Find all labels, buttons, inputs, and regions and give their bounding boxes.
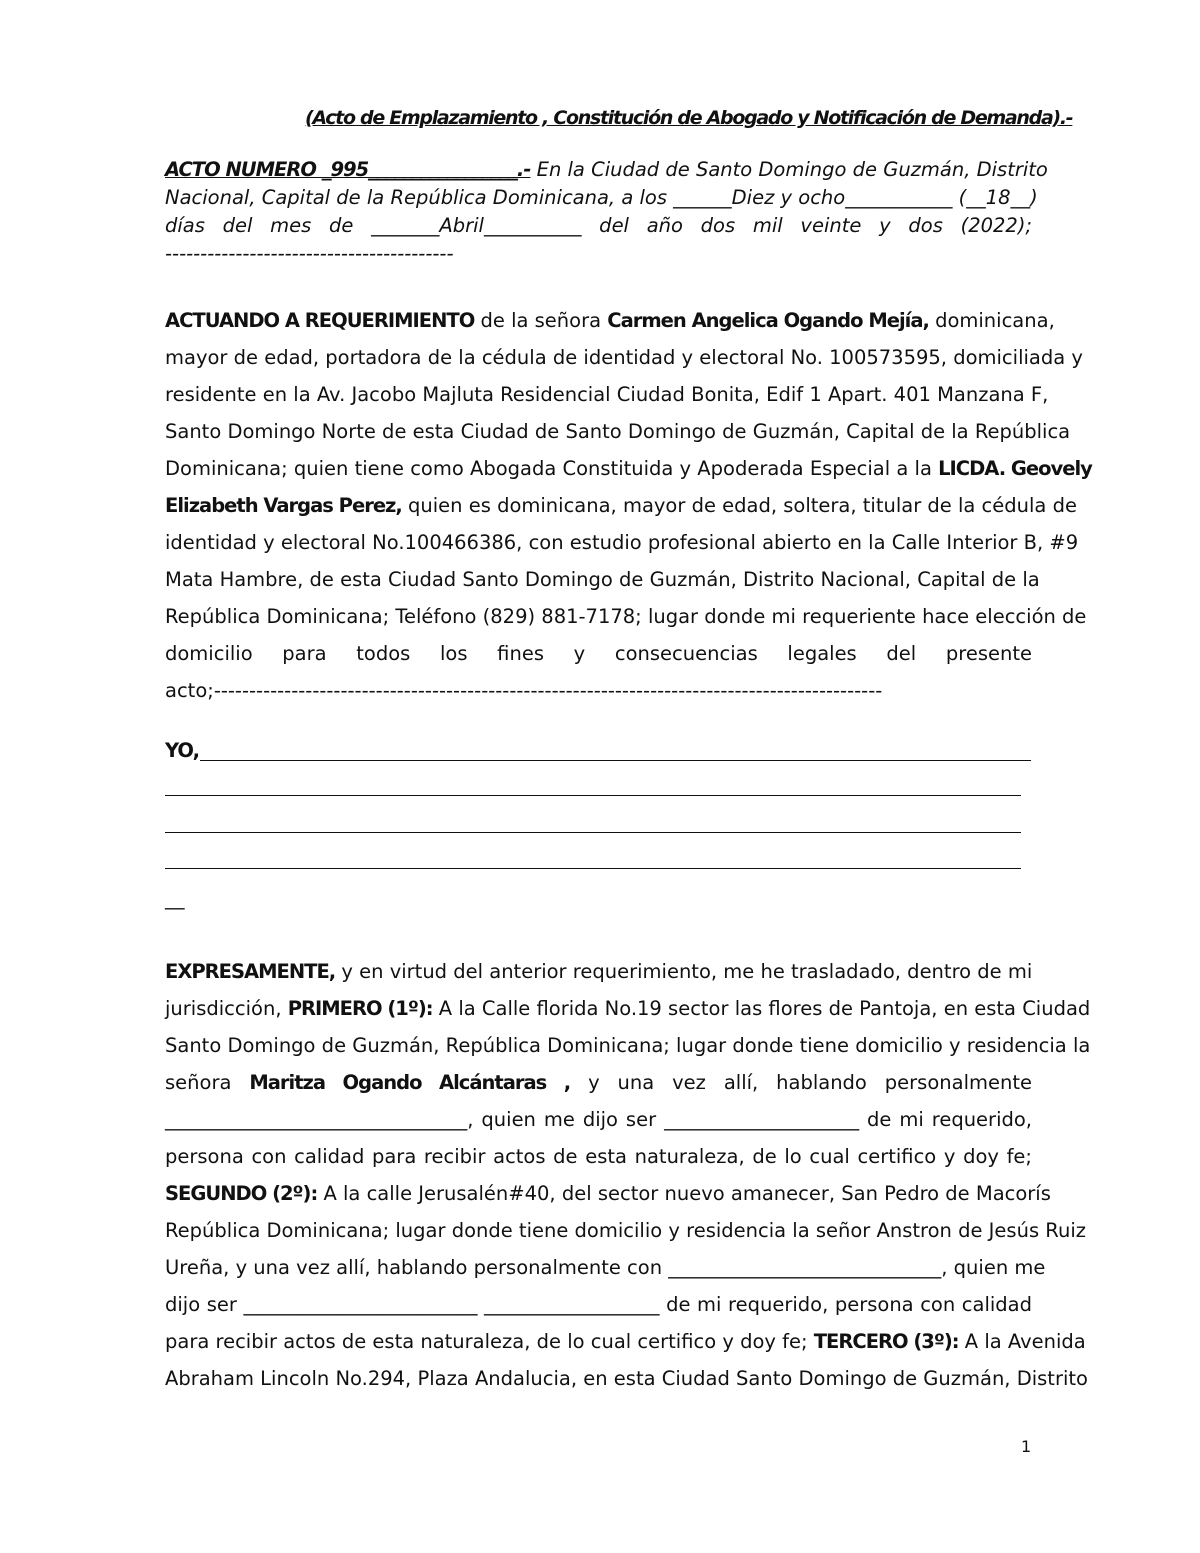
yo-blank-line-3 (165, 832, 1021, 833)
actuando-line-10: domicilio para todos los fines y consecuencias legales del presente (165, 642, 1032, 665)
yo-blank-line-2 (165, 795, 1021, 796)
expresamente-line-6: persona con calidad para recibir actos de esta naturaleza, de lo cual certifico y doy fe; (165, 1145, 1032, 1168)
expresamente-line-11: para recibir actos de esta naturaleza, de lo cual certifico y doy fe; TERCERO (3º): A la Avenida (165, 1330, 1086, 1353)
expresamente-line-3: Santo Domingo de Guzmán, República Dominicana; lugar donde tiene domicilio y residencia la (165, 1034, 1091, 1057)
document-title: (Acto de Emplazamiento , Constitución de Abogado y Notificación de Demanda).- (305, 107, 1073, 129)
actuando-line-7: identidad y electoral No.100466386, con estudio profesional abierto en la Calle Interior B, #9 (165, 531, 1079, 554)
actuando-line-1: ACTUANDO A REQUERIMIENTO de la señora Carmen Angelica Ogando Mejía, dominicana, (165, 309, 1055, 332)
expresamente-line-8: República Dominicana; lugar donde tiene domicilio y residencia la señor Anstron de Jesús Ruiz (165, 1219, 1086, 1242)
expresamente-line-7: SEGUNDO (2º): A la calle Jerusalén#40, del sector nuevo amanecer, San Pedro de Macorís (165, 1182, 1051, 1205)
page-number: 1 (1021, 1437, 1032, 1456)
expresamente-line-9: Ureña, y una vez allí, hablando personalmente con ____________________________, quien me (165, 1256, 1046, 1279)
actuando-line-5: Dominicana; quien tiene como Abogada Constituida y Apoderada Especial a la LICDA. Geovely (165, 457, 1092, 480)
actuando-line-11: acto;----------------------------------------------------------------------------------------------- (165, 679, 883, 702)
expresamente-line-1: EXPRESAMENTE, y en virtud del anterior requerimiento, me he trasladado, dentro de mi (165, 960, 1033, 983)
acto-line-1: ACTO NUMERO _995_________________.- En la Ciudad de Santo Domingo de Guzmán, Distrito (165, 158, 1048, 181)
acto-paragraph (165, 156, 1048, 268)
actuando-line-3: residente en la Av. Jacobo Majluta Residencial Ciudad Bonita, Edif 1 Apart. 401 Manzana F, (165, 383, 1049, 406)
expresamente-paragraph (165, 953, 1091, 1397)
actuando-paragraph (165, 302, 1092, 709)
actuando-line-9: República Dominicana; Teléfono (829) 881-7178; lugar donde mi requeriente hace elección de (165, 605, 1087, 628)
acto-line-4: ----------------------------------------- (165, 242, 454, 265)
actuando-line-6: Elizabeth Vargas Perez, quien es dominicana, mayor de edad, soltera, titular de la cédula de (165, 494, 1077, 517)
acto-line-2: Nacional, Capital de la República Dominicana, a los ______Diez y ocho___________ (__18__) (165, 186, 1038, 209)
yo-tail: __ (165, 887, 185, 910)
expresamente-line-4: señora Maritza Ogando Alcántaras , y una vez allí, hablando personalmente (165, 1071, 1032, 1094)
expresamente-line-12: Abraham Lincoln No.294, Plaza Andalucia, en esta Ciudad Santo Domingo de Guzmán, Distrito (165, 1367, 1088, 1390)
yo-blank-line-4 (165, 868, 1021, 869)
acto-line-3: días del mes de _______Abril__________ del año dos mil veinte y dos (2022); (165, 214, 1032, 237)
actuando-line-4: Santo Domingo Norte de esta Ciudad de Santo Domingo de Guzmán, Capital de la República (165, 420, 1071, 443)
yo-label: YO, (165, 739, 199, 762)
expresamente-line-2: jurisdicción, PRIMERO (1º): A la Calle florida No.19 sector las flores de Pantoja, en esta Ciudad (165, 997, 1091, 1020)
expresamente-line-10: dijo ser ________________________ __________________ de mi requerido, persona con calidad (165, 1293, 1032, 1316)
expresamente-line-5: _______________________________, quien me dijo ser ____________________ de mi requerido, (165, 1108, 1032, 1131)
yo-blank-line-1 (200, 760, 1031, 761)
actuando-line-2: mayor de edad, portadora de la cédula de identidad y electoral No. 100573595, domiciliada y (165, 346, 1083, 369)
acto-number: ACTO NUMERO _995_________________.- (165, 158, 531, 181)
actuando-line-8: Mata Hambre, de esta Ciudad Santo Domingo de Guzmán, Distrito Nacional, Capital de la (165, 568, 1040, 591)
